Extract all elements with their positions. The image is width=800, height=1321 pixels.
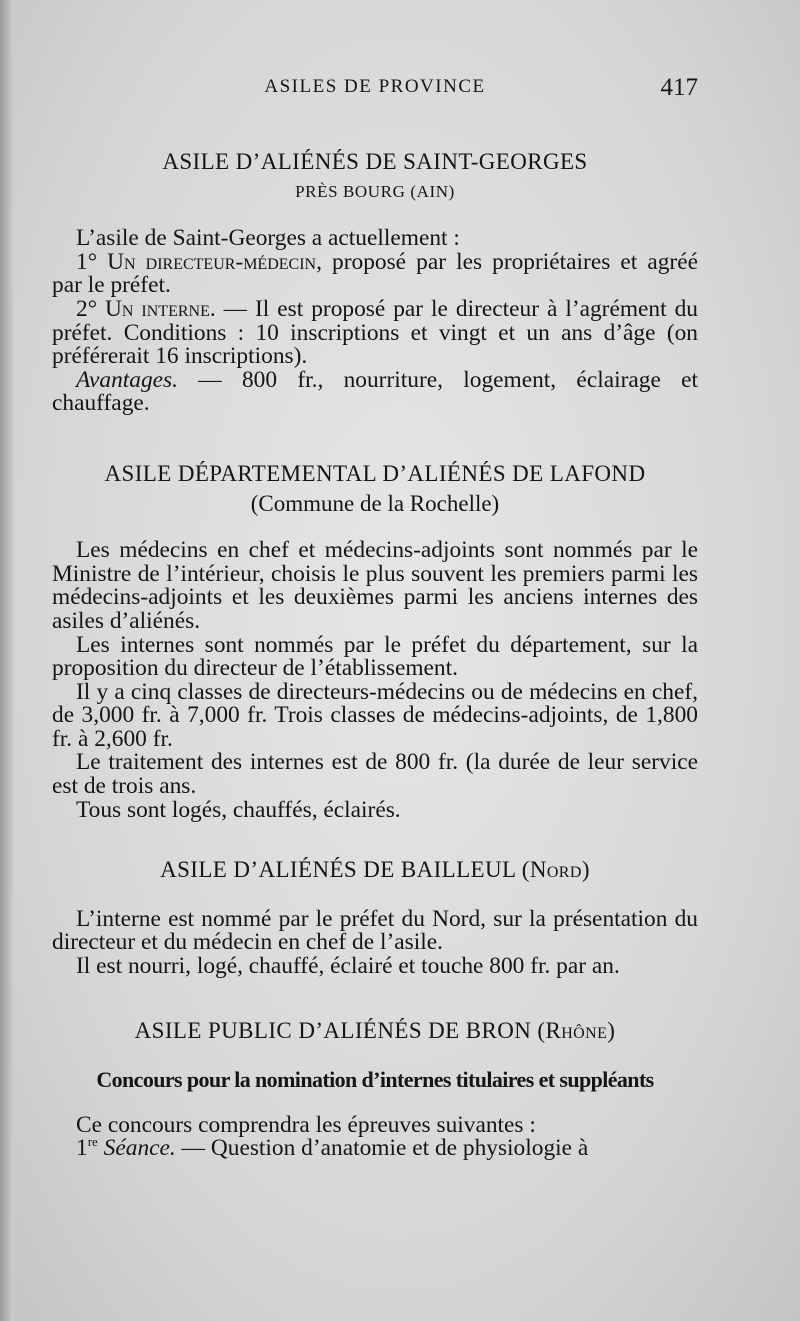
lafond-paragraph: Tous sont logés, chauffés, éclairés. (76, 796, 401, 823)
advantages-text: — 800 fr., nourriture, logement, éclairage et chauffage. (52, 366, 698, 417)
title-end: ) (607, 1017, 616, 1043)
item-number: 2° (76, 295, 106, 322)
section-subtitle-lafond: (Commune de la Rochelle) (250, 490, 500, 516)
item-role: Un directeur-médecin, (107, 248, 322, 275)
section-title-saint-georges: ASILE D’ALIÉNÉS DE SAINT-GEORGES (162, 149, 588, 174)
saint-georges-intro: L’asile de Saint-Georges a actuellement : (76, 225, 460, 252)
title-text: ASILE D’ALIÉNÉS DE BAILLEUL ( (160, 857, 530, 883)
bron-subheading: Concours pour la nomination d’internes titulaires et suppléants (96, 1067, 654, 1093)
item-text: proposé par les propriétaires et agréé par le préfet. (52, 248, 698, 299)
section-subtitle-saint-georges: PRÈS BOURG (AIN) (295, 181, 455, 201)
item-role: Un interne. (105, 295, 216, 322)
section-title-bron (52, 1019, 698, 1043)
bailleul-paragraph: L’interne est nommé par le préfet du Nord, sur la présentation du directeur et du médecin en chef de l’asile. (52, 905, 698, 956)
page-header (52, 74, 698, 104)
saint-georges-item-1 (52, 248, 698, 299)
seance-text: — Question d’anatomie et de physiologie à (175, 1135, 589, 1162)
bron-intro: Ce concours comprendra les épreuves suivantes : (76, 1111, 536, 1138)
running-title: ASILES DE PROVINCE (264, 76, 486, 97)
advantages-label: Avantages. (76, 366, 178, 393)
section-title-lafond: ASILE DÉPARTEMENTAL D’ALIÉNÉS DE LAFOND (104, 460, 646, 486)
title-end: ) (581, 857, 590, 883)
item-text: — Il est proposé par le directeur à l’agrément du préfet. Conditions : 10 inscriptions et vingt et un ans d’âge (on préférerait 16 inscriptions). (52, 295, 698, 370)
lafond-paragraph: Les internes sont nommés par le préfet du département, sur la proposition du directeur de l’établissement. (52, 631, 698, 682)
bron-seance-1 (52, 1134, 698, 1162)
saint-georges-advantages (52, 366, 698, 417)
lafond-paragraph: Les médecins en chef et médecins-adjoints sont nommés par le Ministre de l’intérieur, choisis le plus souvent les premiers parmi les médecins-adjoints et les deuxièmes parmi les anciens internes des asiles d’aliénés. (52, 537, 698, 634)
lafond-paragraph: Le traitement des internes est de 800 fr. (la durée de leur service est de trois ans. (52, 749, 698, 800)
book-spine-shadow (0, 0, 14, 1321)
title-text: ASILE PUBLIC D’ALIÉNÉS DE BRON ( (134, 1017, 546, 1043)
saint-georges-item-2 (52, 295, 698, 370)
seance-label: Séance. (103, 1135, 176, 1162)
bailleul-paragraph: Il est nourri, logé, chauffé, éclairé et touche 800 fr. par an. (76, 953, 620, 980)
title-department: Rhône (545, 1017, 608, 1043)
item-number: 1° (76, 248, 108, 275)
seance-ordinal: re (87, 1134, 98, 1150)
title-department: Nord (529, 857, 582, 883)
seance-number: 1 (76, 1135, 88, 1162)
section-title-bailleul (52, 858, 698, 882)
page-number: 417 (660, 74, 698, 101)
page-body (52, 150, 698, 1161)
lafond-paragraph: Il y a cinq classes de directeurs-médecins ou de médecins en chef, de 3,000 fr. à 7,000 fr. Trois classes de médecins-adjoints, de 1,800 fr. à 2,600 fr. (52, 678, 698, 752)
